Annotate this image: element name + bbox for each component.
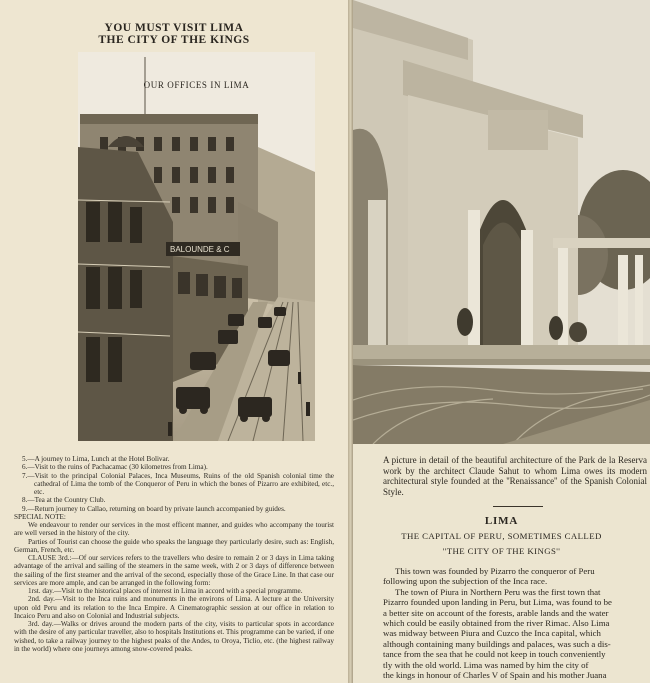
paragraph-day-1: 1rst. day.—Visit to the historical places of interest in Lima in accord with a special programme.: [28, 587, 303, 595]
lima-text-line: tance from the sea that he could not keep in touch conveniently: [383, 649, 606, 660]
lima-text-line: following upon the subjection of the Inca race.: [383, 576, 548, 587]
street-scene-illustration: [78, 52, 315, 441]
lima-text-line: although containing many buildings and palaces, was such a dis-: [383, 638, 611, 649]
left-heading-line1: YOU MUST VISIT LIMA: [104, 22, 244, 34]
special-note-heading: SPECIAL NOTE:: [14, 512, 66, 521]
lima-body-text: [383, 566, 647, 680]
offices-photo: [78, 52, 315, 441]
lima-text-line: a better site on account of the forests, arable lands and the water: [383, 607, 609, 618]
itinerary-item-9: 9.—Return journey to Callao, returning on board by private launch accompanied by guides.: [22, 504, 286, 513]
itinerary-item-5: 5.—A journey to Lima, Lunch at the Hotel Bolivar.: [22, 455, 170, 463]
paragraph-clause-3: CLAUSE 3rd.:—Of our services refers to the travellers who desire to remain 2 or 3 days in Lima taking advantage of the arrival and sailing of the steamers in the same week, with 2 or 3 days of difference between the sailing of the first steamer and the arrival of the second, especially those of the Grace Line. In that case our services are more ample, and can be arranged in the following form:: [14, 554, 334, 587]
lima-subtitle-line2: ''THE CITY OF THE KINGS'': [442, 546, 561, 556]
paragraph-day-2: 2nd. day.—Visit to the Inca ruins and monuments in the environs of Lima. A lecture at the University upon old Peru and its relation to the Inca Empire. A Cinematographic session at our office in relation to Incaico Peru and also on Colonial and Industrial subjects.: [14, 595, 334, 620]
paragraph-guides: Parties of Tourist can choose the guide who speaks the language they particularly desire, such as: English, German, French, etc.: [14, 537, 334, 554]
lima-text-line: was midway between Piura and Cuzco the Inca capital, which: [383, 628, 601, 639]
left-heading-line2: THE CITY OF THE KINGS: [98, 34, 250, 46]
park-arch-photo: [353, 0, 650, 444]
itinerary-item-8: 8.—Tea at the Country Club.: [22, 496, 106, 505]
paragraph-services: We endeavour to render our services in the most efficent manner, and guides who accompany the tourist are well versed in the history of the city.: [14, 521, 334, 538]
shop-sign-text: BALOUNDE & C: [170, 245, 230, 254]
lima-text-line: Pizarro founded upon landing in Peru, but Lima, was found to be: [383, 597, 612, 608]
lima-title: LIMA: [484, 515, 519, 527]
photo-caption: OUR OFFICES IN LIMA: [143, 80, 250, 90]
lima-subtitle-line1: THE CAPITAL OF PERU, SOMETIMES CALLED: [401, 531, 602, 541]
section-divider: [493, 506, 543, 507]
arch-illustration: [353, 0, 650, 444]
itinerary-item-7: 7.—Visit to the principal Colonial Palaces, Inca Museums, Ruins of the old Spanish colonial time the cathedral of Lima the tomb of the Conqueror of Peru in which the bones of Pizarro are exhibited, etc., etc.: [22, 471, 334, 496]
left-body-text: [14, 455, 334, 653]
lima-text-line: tly with the old world. Lima was named by him the city of: [383, 659, 589, 670]
lima-text-line: This town was founded by Pizarro the conqueror of Peru: [395, 566, 595, 576]
lima-text-line: which could be easily obtained from the river Rimac. Also Lima: [383, 618, 610, 629]
itinerary-item-6: 6.—Visit to the ruins of Pachacamac (30 kilometres from Lima).: [22, 463, 208, 472]
right-page: [353, 0, 650, 683]
arch-photo-caption: A picture in detail of the beautiful architecture of the Park de la Reserva work by the architect Claude Sahut to whom Lima owes its modern architectural style founded at the ''Renaissance'' of the Spanish Colonial Style.: [383, 455, 647, 497]
paragraph-day-3: 3rd. day.—Walks or drives around the modern parts of the city, visits to particular spots in accordance with the desire of any particular traveller, also to hospitals Institutions et. This programme can be varied, if one wished, to take a railway journey to the highest peaks of the Andes, to Oroya, Ticlio, etc. (the highest railway in the world) where one journeys among snow-covered peaks.: [14, 620, 334, 653]
lima-text-line: The town of Piura in Northern Peru was the first town that: [395, 586, 601, 597]
lima-text-line: the kings in honour of Charles V of Spain and his mother Juana: [383, 670, 607, 681]
